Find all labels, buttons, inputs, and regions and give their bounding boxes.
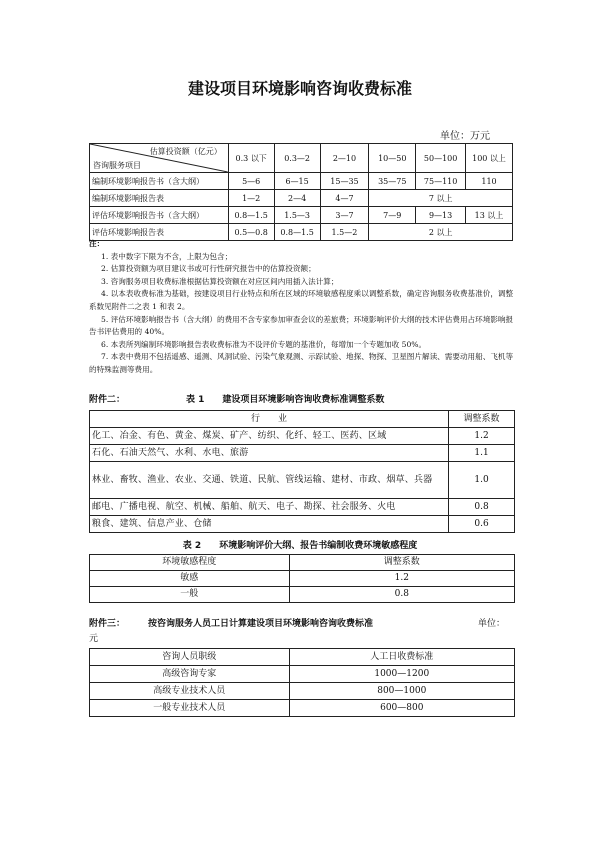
table-row [90,190,513,207]
fee-cell: 1000—1200 [289,666,514,683]
fee-cell: 800—1000 [289,683,514,700]
industry-cell: 邮电、广播电视、航空、机械、船舶、航天、电子、勘探、社会服务、火电 [90,499,449,516]
table-row [90,428,515,445]
table-row [90,516,515,533]
notes-heading: 注： [89,239,105,248]
column-header: 咨询人员职级 [90,649,290,666]
page-title: 建设项目环境影响咨询收费标准 [187,79,412,98]
staff-level: 高级咨询专家 [90,666,290,683]
table-cell: 1—2 [228,190,274,207]
annex3-unit-yuan: 元 [89,634,99,644]
table-header-row [90,411,515,428]
column-header: 调整系数 [449,411,515,428]
note-item: 2. 估算投资额为项目建议书或可行性研究报告中的估算投资额； [101,264,316,274]
table-cell: 1.5—2 [320,224,369,241]
table-cell: 75—110 [416,173,466,190]
table-cell: 1.5—3 [274,207,320,224]
table-cell: 0.8—1.5 [274,224,320,241]
table-header-row [90,649,515,666]
coefficient-cell: 1.1 [449,445,515,462]
table-cell: 110 [466,173,513,190]
row-label: 编制环境影响报告表 [90,190,229,207]
header-service-label: 咨询服务项目 [93,161,141,170]
annex2-table2-caption: 表 2 环境影响评价大纲、报告书编制收费环境敏感程度 [182,541,418,551]
staff-level: 一般专业技术人员 [90,700,290,717]
industry-cell: 林业、畜牧、渔业、农业、交通、铁道、民航、管线运输、建材、市政、烟草、兵器 [90,462,449,499]
merged-cell: 2 以上 [369,224,513,241]
row-label: 编制环境影响报告书（含大纲） [90,173,229,190]
column-header: 人工日收费标准 [289,649,514,666]
coefficient-cell: 1.2 [289,571,514,587]
column-header: 50—100 [416,144,466,173]
column-header: 2—10 [320,144,369,173]
note-item: 7. 本表中费用不包括遥感、遥测、风洞试验、污染气象观测、示踪试验、地探、物探、卫星图片解读、需要动用船、飞机等的特殊监测等费用。 [89,352,514,374]
table-cell: 4—7 [320,190,369,207]
row-label: 评估环境影响报告表 [90,224,229,241]
table-row [90,700,515,717]
table-cell: 13 以上 [466,207,513,224]
table-row [90,571,515,587]
annex2-label: 附件二： [89,395,126,405]
table-cell: 2—4 [274,190,320,207]
table-cell: 9—13 [416,207,466,224]
staff-level: 高级专业技术人员 [90,683,290,700]
table-cell: 7—9 [369,207,416,224]
note-item: 5. 评估环境影响报告书（含大纲）的费用不含专家参加审查会议的差旅费；环境影响评价大纲的技术评估费用占环境影响报告书评估费用的 40%。 [89,314,514,337]
table-row [90,207,513,224]
notes-block [89,238,519,377]
daily-fee-table [89,648,515,717]
annex2-table1-caption: 表 1 建设项目环境影响咨询收费标准调整系数 [186,395,385,405]
table-header-row [90,144,513,173]
industry-cell: 粮食、建筑、信息产业、仓储 [90,516,449,533]
fee-cell: 600—800 [289,700,514,717]
column-header: 行 业 [90,411,449,428]
table-cell: 5—6 [228,173,274,190]
column-header: 0.3—2 [274,144,320,173]
coefficient-cell: 0.8 [449,499,515,516]
table-cell: 0.8—1.5 [228,207,274,224]
table-cell: 0.5—0.8 [228,224,274,241]
table-row [90,587,515,603]
annex3-label: 附件三： [89,619,126,629]
coefficient-cell: 0.8 [289,587,514,603]
column-header: 100 以上 [466,144,513,173]
industry-coefficient-table [89,410,515,533]
table-row [90,445,515,462]
industry-cell: 石化、石油天然气、水利、水电、旅游 [90,445,449,462]
sensitivity-level: 敏感 [90,571,290,587]
sensitivity-table [89,554,515,603]
table-cell: 35—75 [369,173,416,190]
industry-cell: 化工、冶金、有色、黄金、煤炭、矿产、纺织、化纤、轻工、医药、区域 [90,428,449,445]
coefficient-cell: 1.0 [449,462,515,499]
table-cell: 6—15 [274,173,320,190]
table-row [90,499,515,516]
note-item: 4. 以本表收费标准为基础，按建设项目行业特点和所在区域的环境敏感程度乘以调整系数，确定咨询服务收费基准价，调整系数见附件二之表 1 和表 2。 [89,289,514,311]
column-header: 调整系数 [289,555,514,571]
table-row [90,683,515,700]
note-item: 6. 本表所列编制环境影响报告表收费标准为不设评价专题的基准价，每增加一个专题加收 50%。 [101,339,427,349]
note-item: 1. 表中数字下限为不含，上限为包含； [101,251,233,261]
sensitivity-level: 一般 [90,587,290,603]
table-cell: 15—35 [320,173,369,190]
unit-label: 单位：万元 [440,131,490,142]
coefficient-cell: 0.6 [449,516,515,533]
table-row [90,666,515,683]
merged-cell: 7 以上 [369,190,513,207]
diagonal-header-cell [90,144,229,173]
table-row [90,462,515,499]
coefficient-cell: 1.2 [449,428,515,445]
column-header: 10—50 [369,144,416,173]
column-header: 环境敏感程度 [90,555,290,571]
header-investment-label: 估算投资额（亿元） [149,147,222,156]
fee-standard-table [89,143,513,241]
table-cell: 3—7 [320,207,369,224]
annex3-caption: 按咨询服务人员工日计算建设项目环境影响咨询收费标准 [148,619,374,629]
annex3-unit-label: 单位： [478,619,506,629]
column-header: 0.3 以下 [228,144,274,173]
note-item: 3. 咨询服务项目收费标准根据估算投资额在对应区间内用插入法计算； [101,276,339,286]
table-header-row [90,555,515,571]
row-label: 评估环境影响报告书（含大纲） [90,207,229,224]
table-row [90,173,513,190]
